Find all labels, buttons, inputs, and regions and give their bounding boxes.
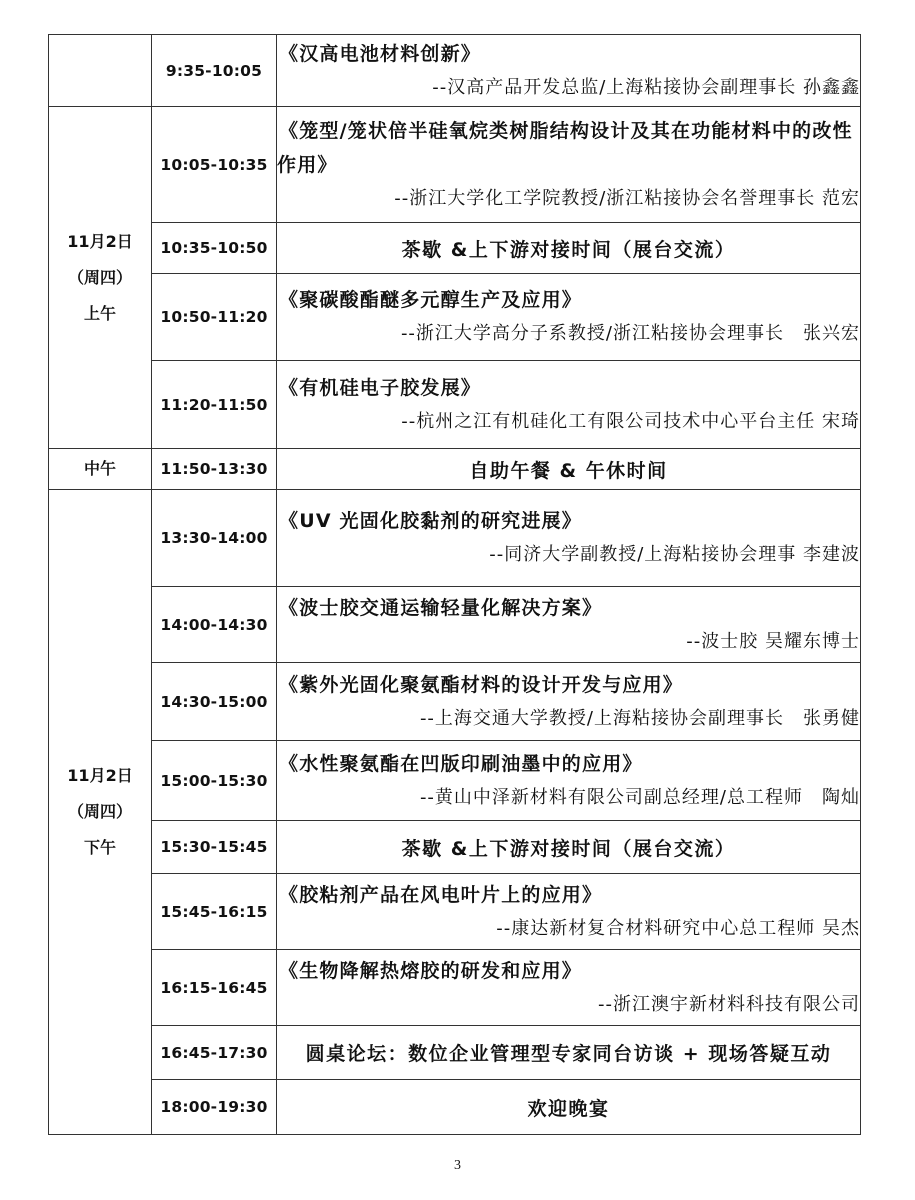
time-cell: 10:50-11:20 xyxy=(152,274,277,361)
day-cell-noon: 中午 xyxy=(49,449,152,490)
talk-speaker: --浙江大学高分子系教授/浙江粘接协会理事长 张兴宏 xyxy=(400,323,860,344)
talk-title: 《聚碳酸酯醚多元醇生产及应用》 xyxy=(279,289,583,311)
talk-title: 《紫外光固化聚氨酯材料的设计开发与应用》 xyxy=(279,673,684,696)
time-cell: 14:00-14:30 xyxy=(152,587,277,663)
table-row xyxy=(49,663,861,741)
table-row xyxy=(49,449,861,490)
time-cell: 18:00-19:30 xyxy=(152,1080,277,1135)
talk-speaker: --杭州之江有机硅化工有限公司技术中心平台主任 宋琦 xyxy=(401,410,860,432)
day-cell-morning xyxy=(49,107,152,449)
dinner-cell: 欢迎晚宴 xyxy=(277,1080,861,1135)
talk-speaker: --同济大学副教授/上海粘接协会理事 李建波 xyxy=(489,544,860,565)
day-date: 11月2日 xyxy=(67,231,133,251)
talk-title: 《笼型/笼状倍半硅氧烷类树脂结构设计及其在功能材料中的改性作用》 xyxy=(277,119,853,176)
table-row xyxy=(49,950,861,1026)
talk-speaker: --黄山中泽新材料有限公司副总经理/总工程师 陶灿 xyxy=(419,786,860,808)
time-cell: 13:30-14:00 xyxy=(152,490,277,587)
talk-speaker: --浙江大学化工学院教授/浙江粘接协会名誉理事长 范宏 xyxy=(394,187,860,209)
break-cell: 茶歇 &上下游对接时间（展台交流） xyxy=(277,821,861,874)
day-weekday: （周四） xyxy=(67,267,132,287)
table-row xyxy=(49,1026,861,1080)
talk-title: 《汉高电池材料创新》 xyxy=(279,42,482,65)
lunch-cell: 自助午餐 & 午休时间 xyxy=(277,449,861,490)
table-row xyxy=(49,35,861,107)
table-row xyxy=(49,490,861,587)
day-weekday: （周四） xyxy=(67,802,132,821)
talk-title: 《有机硅电子胶发展》 xyxy=(279,376,482,399)
talk-speaker: --康达新材复合材料研究中心总工程师 吴杰 xyxy=(496,917,860,939)
table-row xyxy=(49,274,861,361)
talk-cell xyxy=(277,663,861,741)
time-cell: 10:35-10:50 xyxy=(152,223,277,274)
talk-cell xyxy=(277,274,861,361)
table-row xyxy=(49,223,861,274)
time-cell: 16:45-17:30 xyxy=(152,1026,277,1080)
time-cell: 16:15-16:45 xyxy=(152,950,277,1026)
talk-cell xyxy=(277,741,861,821)
forum-cell: 圆桌论坛：数位企业管理型专家同台访谈 + 现场答疑互动 xyxy=(277,1026,861,1080)
time-cell: 15:00-15:30 xyxy=(152,741,277,821)
talk-speaker: --波士胶 吴耀东博士 xyxy=(686,630,860,652)
table-row xyxy=(49,874,861,950)
table-row xyxy=(49,587,861,663)
time-cell: 14:30-15:00 xyxy=(152,663,277,741)
talk-speaker: --浙江澳宇新材料科技有限公司 xyxy=(598,993,860,1015)
talk-speaker: --上海交通大学教授/上海粘接协会副理事长 张勇健 xyxy=(419,707,860,729)
talk-cell xyxy=(277,35,861,107)
talk-cell xyxy=(277,361,861,449)
day-period: 上午 xyxy=(83,303,116,323)
time-cell: 11:20-11:50 xyxy=(152,361,277,449)
table-row xyxy=(49,1080,861,1135)
talk-title: 《UV 光固化胶黏剂的研究进展》 xyxy=(279,510,582,532)
talk-cell xyxy=(277,874,861,950)
talk-cell xyxy=(277,587,861,663)
time-cell: 9:35-10:05 xyxy=(152,35,277,107)
table-row xyxy=(49,741,861,821)
time-cell: 15:45-16:15 xyxy=(152,874,277,950)
day-cell-empty xyxy=(49,35,152,107)
page-number: 3 xyxy=(454,1158,461,1173)
talk-cell xyxy=(277,107,861,223)
day-date: 11月2日 xyxy=(67,766,133,785)
talk-cell xyxy=(277,950,861,1026)
talk-speaker: --汉高产品开发总监/上海粘接协会副理事长 孙鑫鑫 xyxy=(432,76,860,98)
table-row xyxy=(49,821,861,874)
table-row xyxy=(49,361,861,449)
time-cell: 11:50-13:30 xyxy=(152,449,277,490)
talk-title: 《生物降解热熔胶的研发和应用》 xyxy=(279,959,583,982)
time-cell: 15:30-15:45 xyxy=(152,821,277,874)
time-cell: 10:05-10:35 xyxy=(152,107,277,223)
table-row xyxy=(49,107,861,223)
schedule-table xyxy=(48,34,861,1135)
talk-title: 《波士胶交通运输轻量化解决方案》 xyxy=(279,596,603,619)
day-period: 下午 xyxy=(83,838,116,857)
talk-cell xyxy=(277,490,861,587)
talk-title: 《水性聚氨酯在凹版印刷油墨中的应用》 xyxy=(279,752,643,775)
day-cell-afternoon xyxy=(49,490,152,1135)
break-cell: 茶歇 &上下游对接时间（展台交流） xyxy=(277,223,861,274)
talk-title: 《胶粘剂产品在风电叶片上的应用》 xyxy=(279,883,603,906)
